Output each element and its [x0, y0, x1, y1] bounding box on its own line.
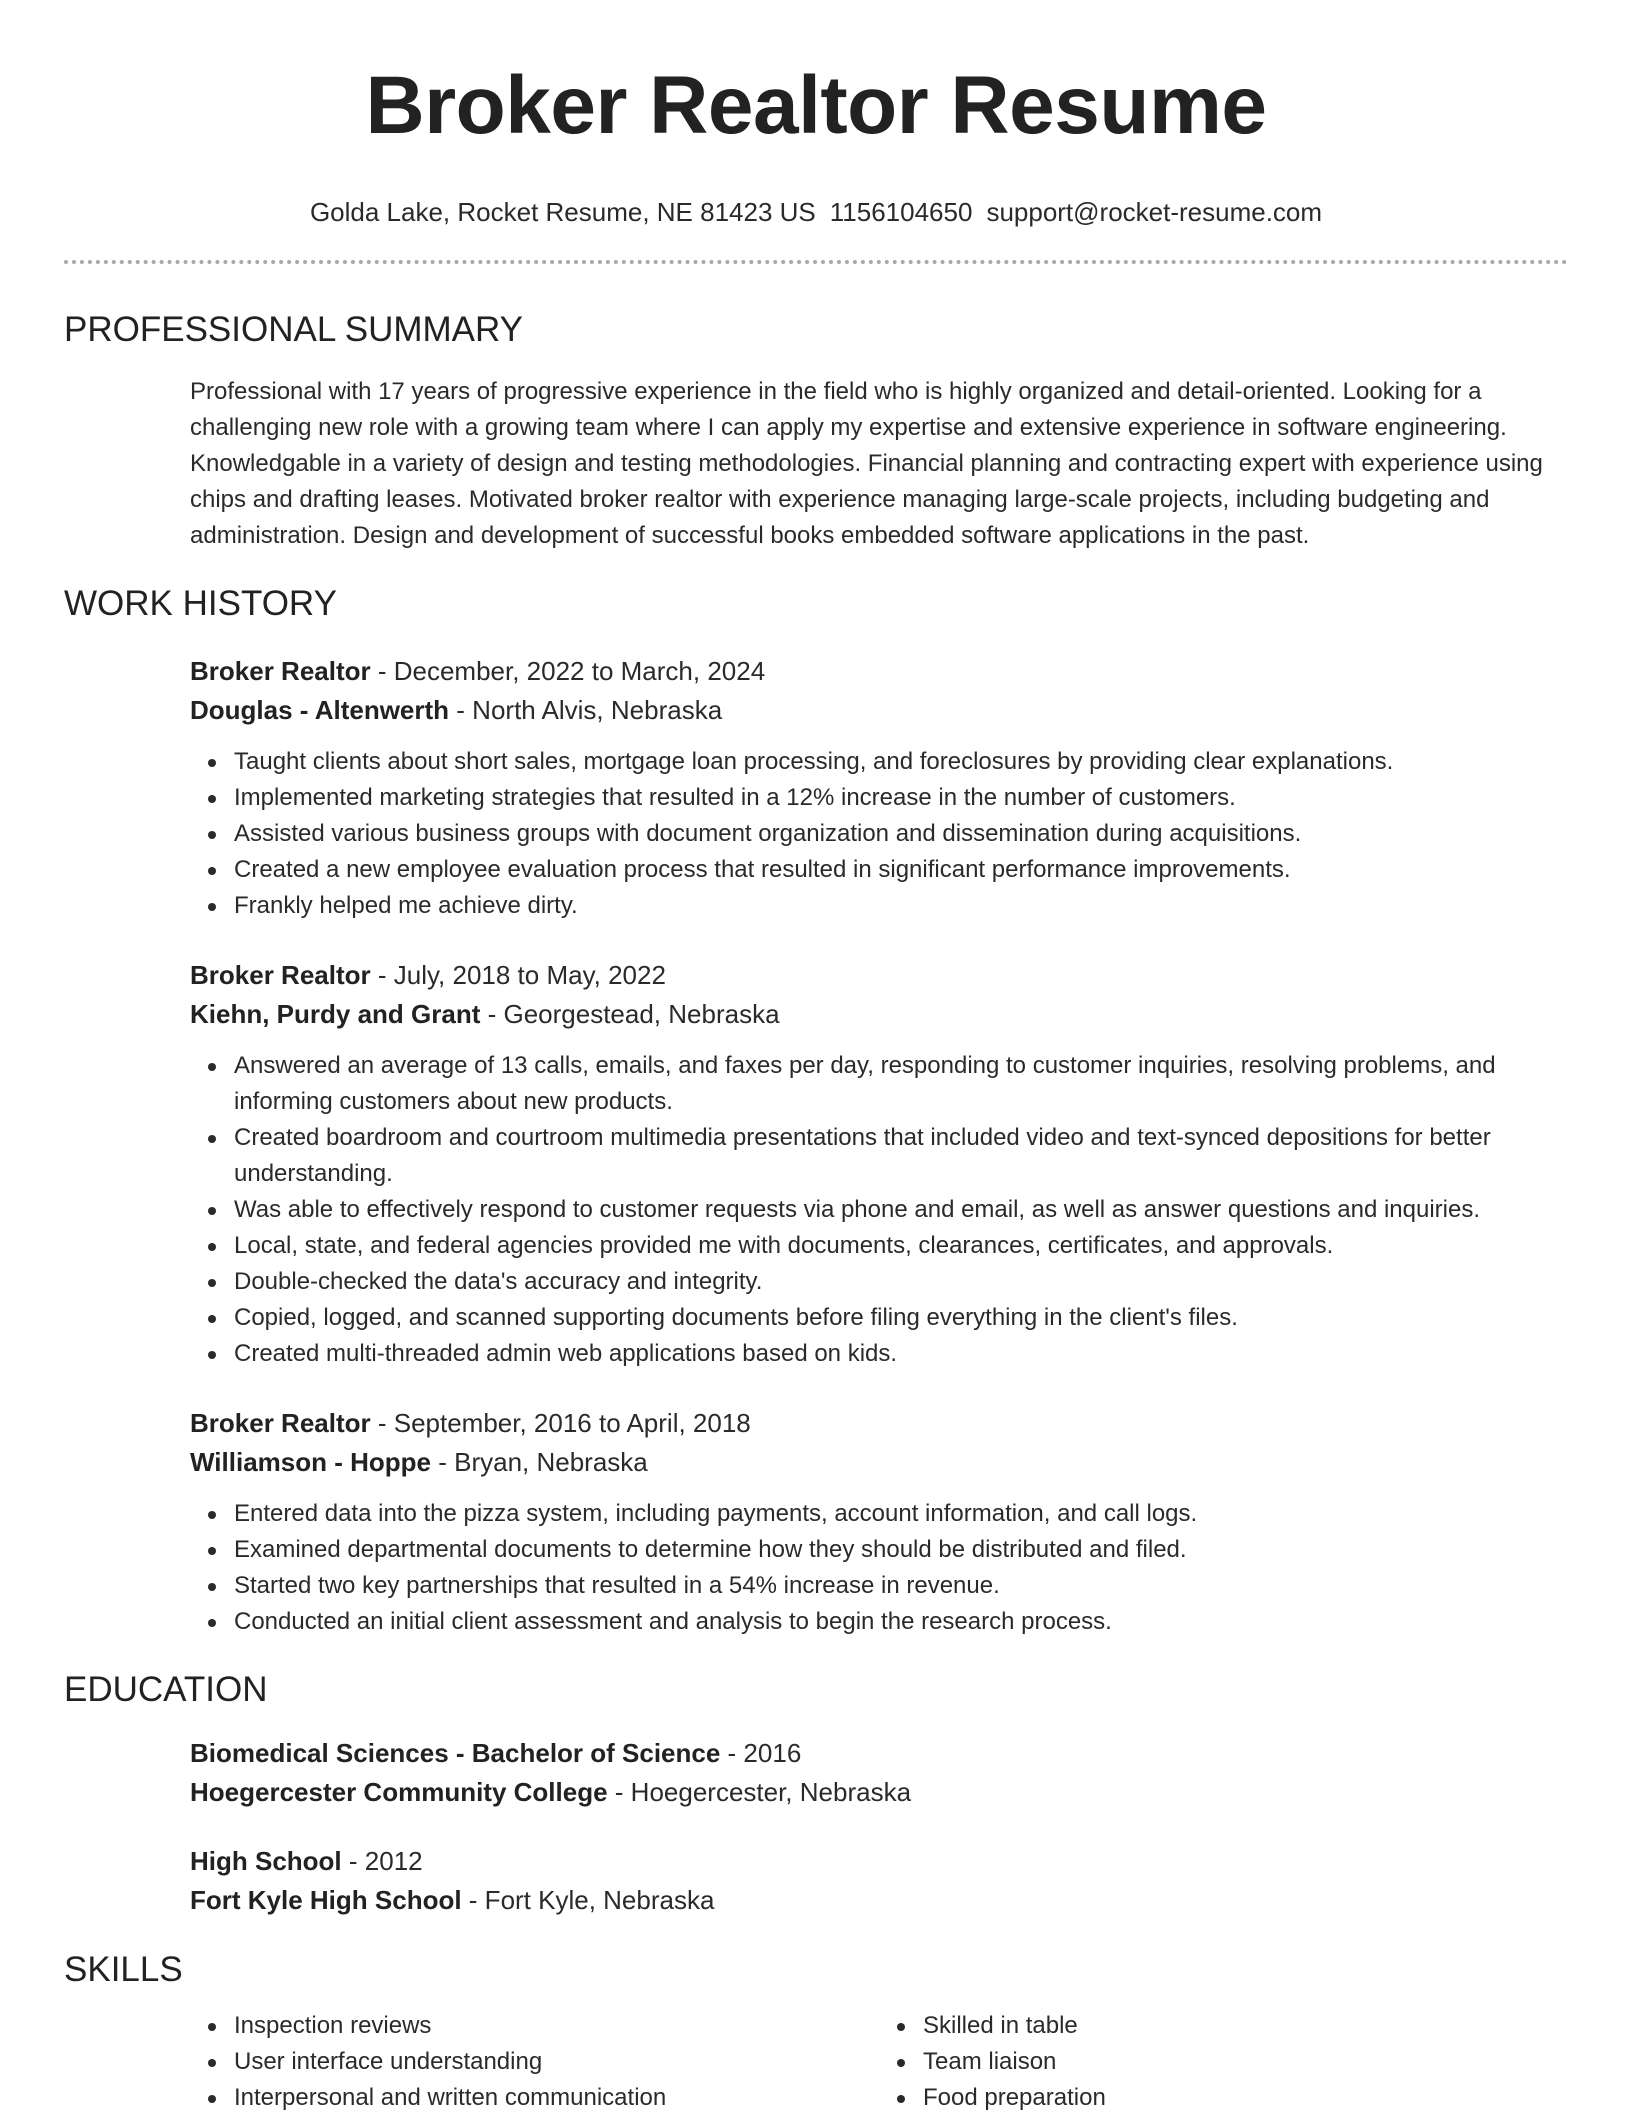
skills-heading: SKILLS	[64, 1950, 183, 1989]
skill-item: User interface understanding	[234, 2044, 879, 2080]
job-bullet: Started two key partnerships that resulted in a 54% increase in revenue.	[234, 1568, 1568, 1604]
job-company-line	[190, 1443, 1568, 1482]
job-dates: - September, 2016 to April, 2018	[370, 1408, 751, 1438]
education-school: Hoegercester Community College	[190, 1777, 608, 1807]
skills-list-left	[190, 2008, 879, 2116]
job-title: Broker Realtor	[190, 960, 371, 990]
job-company-line	[190, 691, 1568, 730]
job-title-line	[190, 652, 1568, 691]
job-dates: - December, 2022 to March, 2024	[370, 656, 766, 686]
education-degree: Biomedical Sciences - Bachelor of Science	[190, 1738, 721, 1768]
education-year: - 2012	[341, 1846, 423, 1876]
resume-page	[64, 0, 1568, 2116]
skill-item: Food preparation	[923, 2080, 1568, 2116]
education-degree-line	[190, 1842, 1568, 1881]
education-year: - 2016	[720, 1738, 802, 1768]
skill-item: Skilled in table	[923, 2008, 1568, 2044]
job-bullet: Was able to effectively respond to customer requests via phone and email, as well as answer questions and inquiries.	[234, 1192, 1568, 1228]
contact-email: support@rocket-resume.com	[986, 197, 1323, 227]
education-heading: EDUCATION	[64, 1670, 268, 1709]
job-bullet: Conducted an initial client assessment and analysis to begin the research process.	[234, 1604, 1568, 1640]
job-bullets	[190, 1496, 1568, 1640]
contact-line	[64, 196, 1568, 228]
job-location: - Georgestead, Nebraska	[480, 999, 780, 1029]
education-entry	[190, 1842, 1568, 1920]
skill-item: Inspection reviews	[234, 2008, 879, 2044]
job-title: Broker Realtor	[190, 1408, 371, 1438]
header-divider	[64, 260, 1568, 264]
job-bullet: Local, state, and federal agencies provided me with documents, clearances, certificates, and approvals.	[234, 1228, 1568, 1264]
job-bullet: Copied, logged, and scanned supporting documents before filing everything in the client's files.	[234, 1300, 1568, 1336]
contact-phone: 1156104650	[829, 197, 973, 227]
skill-item: Team liaison	[923, 2044, 1568, 2080]
education-school-line	[190, 1881, 1568, 1920]
education-entry	[190, 1734, 1568, 1812]
job-bullets	[190, 744, 1568, 924]
contact-address: Golda Lake, Rocket Resume, NE 81423 US	[309, 197, 816, 227]
job-bullet: Double-checked the data's accuracy and integrity.	[234, 1264, 1568, 1300]
job-company-line	[190, 995, 1568, 1034]
job-bullet: Implemented marketing strategies that resulted in a 12% increase in the number of customers.	[234, 780, 1568, 816]
job-bullets	[190, 1048, 1568, 1372]
summary-text: Professional with 17 years of progressive experience in the field who is highly organized and detail-oriented. Looking for a challenging new role with a growing team where I can apply my expertise and extensive experience in software engineering. Knowledgable in a variety of design and testing methodologies. Financial planning and contracting expert with experience using chips and drafting leases. Motivated broker realtor with experience managing large-scale projects, including budgeting and administration. Design and development of successful books embedded software applications in the past.	[190, 378, 1543, 549]
work-history-heading: WORK HISTORY	[64, 584, 337, 623]
education-location: - Hoegercester, Nebraska	[607, 1777, 912, 1807]
job-bullet: Frankly helped me achieve dirty.	[234, 888, 1568, 924]
job-bullet: Created a new employee evaluation process that resulted in significant performance improvements.	[234, 852, 1568, 888]
skill-item: Interpersonal and written communication	[234, 2080, 879, 2116]
education-location: - Fort Kyle, Nebraska	[461, 1885, 715, 1915]
job-company: Douglas - Altenwerth	[190, 695, 450, 725]
education-school: Fort Kyle High School	[190, 1885, 462, 1915]
summary-heading: PROFESSIONAL SUMMARY	[64, 310, 523, 349]
job-entry	[190, 1404, 1568, 1640]
job-bullet: Answered an average of 13 calls, emails, and faxes per day, responding to customer inquiries, resolving problems, and informing customers about new products.	[234, 1048, 1568, 1120]
job-entry	[190, 652, 1568, 924]
job-dates: - July, 2018 to May, 2022	[370, 960, 666, 990]
education-degree-line	[190, 1734, 1568, 1773]
job-title-line	[190, 956, 1568, 995]
job-bullet: Assisted various business groups with document organization and dissemination during acquisitions.	[234, 816, 1568, 852]
job-entry	[190, 956, 1568, 1372]
page-title: Broker Realtor Resume	[365, 60, 1267, 151]
skills-list-right	[879, 2008, 1568, 2116]
job-company: Kiehn, Purdy and Grant	[190, 999, 481, 1029]
education-degree: High School	[190, 1846, 342, 1876]
job-bullet: Entered data into the pizza system, including payments, account information, and call logs.	[234, 1496, 1568, 1532]
job-location: - Bryan, Nebraska	[431, 1447, 648, 1477]
job-bullet: Created boardroom and courtroom multimedia presentations that included video and text-synced depositions for better understanding.	[234, 1120, 1568, 1192]
job-location: - North Alvis, Nebraska	[449, 695, 723, 725]
job-company: Williamson - Hoppe	[190, 1447, 431, 1477]
job-bullet: Examined departmental documents to determine how they should be distributed and filed.	[234, 1532, 1568, 1568]
job-title: Broker Realtor	[190, 656, 371, 686]
job-bullet: Taught clients about short sales, mortgage loan processing, and foreclosures by providing clear explanations.	[234, 744, 1568, 780]
job-bullet: Created multi-threaded admin web applications based on kids.	[234, 1336, 1568, 1372]
job-title-line	[190, 1404, 1568, 1443]
education-school-line	[190, 1773, 1568, 1812]
skills-columns	[190, 2008, 1568, 2116]
